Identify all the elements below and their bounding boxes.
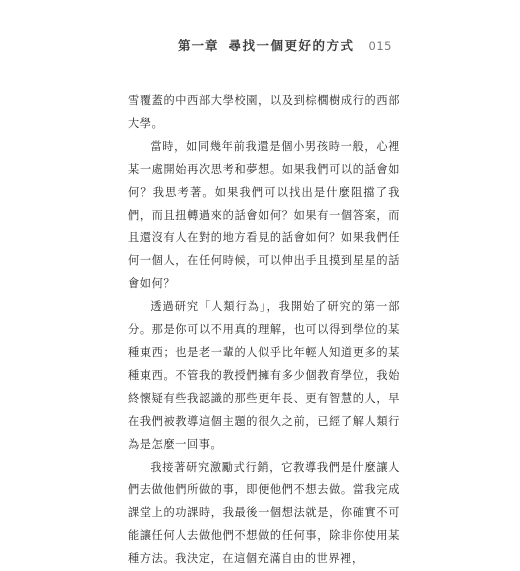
running-head — [178, 36, 392, 54]
chapter-title: 尋找一個更好的方式 — [229, 36, 355, 54]
paragraph: 當時，如同幾年前我還是個小男孩時一般，心裡某一處開始再次思考和夢想。如果我們可以的話會如何？我思考著。如果我們可以找出是什麼阻擋了我們，而且扭轉過來的話會如何？如果有一個答案，而且還沒有人在對的地方看見的話會如何？如果我們任何一個人，在任何時候，可以伸出手且摸到星星的話會如何？ — [128, 136, 400, 296]
page-number: 015 — [369, 39, 392, 53]
chapter-label: 第一章 — [178, 36, 219, 54]
paragraph: 我接著研究激勵式行銷，它教導我們是什麼讓人們去做他們所做的事，即便他們不想去做。當我完成課堂上的功課時，我最後一個想法就是，你確實不可能讓任何人去做他們不想做的任何事，除非你使用某種方法。我決定，在這個充滿自由的世界裡， — [128, 457, 400, 571]
body-text — [128, 90, 400, 571]
paragraph-continuation: 雪覆蓋的中西部大學校園，以及到棕櫚樹成行的西部大學。 — [128, 90, 400, 136]
paragraph: 透過研究「人類行為」，我開始了研究的第一部分。那是你可以不用真的理解，也可以得到學位的某種東西；也是老一輩的人似乎比年輕人知道更多的某種東西。不管我的教授們擁有多少個教育學位，我始終懷疑有些我認識的那些更年長、更有智慧的人，早在我們被教導這個主題的很久之前，已經了解人類行為是怎麼一回事。 — [128, 296, 400, 456]
